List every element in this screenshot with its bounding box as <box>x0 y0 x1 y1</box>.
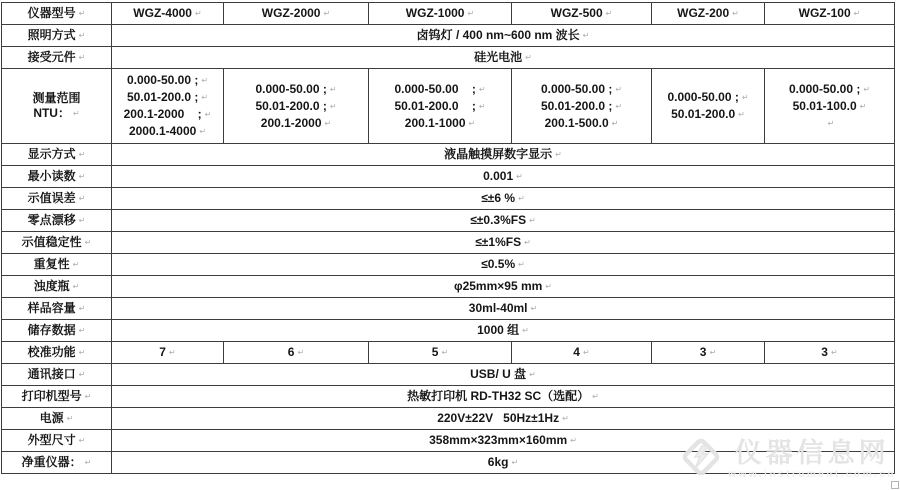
range-cell <box>512 69 652 144</box>
col-value-calibration-points: 6 ↵ <box>224 342 369 364</box>
row-value-sample-volume: 30ml-40ml ↵ <box>112 298 895 320</box>
model-header-cell: WGZ-1000 ↵ <box>369 3 512 25</box>
range-line: 200.1-2000 ↵ <box>226 115 366 132</box>
range-line: 0.000-50.00 ; ↵ <box>767 81 892 98</box>
table-row-power-supply <box>2 408 895 430</box>
table-row-display-mode <box>2 144 895 166</box>
table-row-indication-stability <box>2 232 895 254</box>
col-value-calibration-points: 3 ↵ <box>652 342 765 364</box>
table-row-sample-volume <box>2 298 895 320</box>
range-line: 50.01-200.0 ↵ <box>654 106 762 123</box>
table-row-lighting-method <box>2 25 895 47</box>
model-header-cell: WGZ-200 ↵ <box>652 3 765 25</box>
range-cell <box>369 69 512 144</box>
table-row-measure-range <box>2 69 895 144</box>
row-value-lighting-method: 卤钨灯 / 400 nm~600 nm 波长 ↵ <box>112 25 895 47</box>
row-label-dimensions: 外型尺寸 ↵ <box>2 430 112 452</box>
col-value-calibration-points: 7 ↵ <box>112 342 224 364</box>
table-row-dimensions <box>2 430 895 452</box>
row-value-comm-interface: USB/ U 盘 ↵ <box>112 364 895 386</box>
range-line: 0.000-50.00 ; ↵ <box>371 81 509 98</box>
range-line: 0.000-50.00 ; ↵ <box>226 81 366 98</box>
range-cell <box>765 69 895 144</box>
row-label-indication-error: 示值误差 ↵ <box>2 188 112 210</box>
row-label-line: NTU： ↵ <box>4 106 109 121</box>
row-value-net-weight: 6kg ↵ <box>112 452 895 474</box>
row-value-repeatability: ≤0.5% ↵ <box>112 254 895 276</box>
model-header-cell: WGZ-500 ↵ <box>512 3 652 25</box>
model-header-cell: WGZ-100 ↵ <box>765 3 895 25</box>
table-row-data-storage <box>2 320 895 342</box>
row-label-line: 测量范围 <box>32 91 81 105</box>
range-line: 0.000-50.00 ; ↵ <box>654 89 762 106</box>
row-value-dimensions: 358mm×323mm×160mm ↵ <box>112 430 895 452</box>
col-value-calibration-points: 3 ↵ <box>765 342 895 364</box>
row-value-data-storage: 1000 组 ↵ <box>112 320 895 342</box>
range-line: 50.01-200.0 ; ↵ <box>114 89 221 106</box>
row-label-min-reading: 最小读数 ↵ <box>2 166 112 188</box>
row-label-net-weight: 净重仪器： ↵ <box>2 452 112 474</box>
table-row-printer-model <box>2 386 895 408</box>
row-label-turbidity-bottle: 浊度瓶 ↵ <box>2 276 112 298</box>
row-label-indication-stability: 示值稳定性 ↵ <box>2 232 112 254</box>
range-cell <box>224 69 369 144</box>
range-line: 0.000-50.00 ; ↵ <box>114 72 221 89</box>
table-row-indication-error <box>2 188 895 210</box>
row-label-calibration-points: 校准功能 ↵ <box>2 342 112 364</box>
range-line: 50.01-200.0 ; ↵ <box>371 98 509 115</box>
row-label-comm-interface: 通讯接口 ↵ <box>2 364 112 386</box>
col-value-calibration-points: 5 ↵ <box>369 342 512 364</box>
table-row-comm-interface <box>2 364 895 386</box>
range-line <box>767 115 892 132</box>
range-line: 2000.1-4000 ↵ <box>114 123 221 140</box>
row-value-power-supply: 220V±22V 50Hz±1Hz ↵ <box>112 408 895 430</box>
col-value-calibration-points: 4 ↵ <box>512 342 652 364</box>
range-line: 200.1-1000 ↵ <box>371 115 509 132</box>
row-value-indication-error: ≤±6 % ↵ <box>112 188 895 210</box>
row-value-display-mode: 液晶触摸屏数字显示 ↵ <box>112 144 895 166</box>
row-label-display-mode: 显示方式 ↵ <box>2 144 112 166</box>
table-row-repeatability <box>2 254 895 276</box>
spec-table <box>1 2 895 474</box>
model-header-cell: WGZ-4000 ↵ <box>112 3 224 25</box>
range-line: 0.000-50.00 ; ↵ <box>514 81 649 98</box>
row-label-measure-range <box>2 69 112 144</box>
range-line: 50.01-200.0 ; ↵ <box>226 98 366 115</box>
table-row-net-weight <box>2 452 895 474</box>
row-value-receiver-element: 硅光电池 ↵ <box>112 47 895 69</box>
range-line: 50.01-100.0 ↵ <box>767 98 892 115</box>
range-line: 200.1-500.0 ↵ <box>514 115 649 132</box>
row-value-indication-stability: ≤±1%FS ↵ <box>112 232 895 254</box>
range-line: 50.01-200.0 ; ↵ <box>514 98 649 115</box>
row-value-min-reading: 0.001 ↵ <box>112 166 895 188</box>
row-label-zero-drift: 零点漂移 ↵ <box>2 210 112 232</box>
header-label-cell: 仪器型号 ↵ <box>2 3 112 25</box>
row-label-repeatability: 重复性 ↵ <box>2 254 112 276</box>
table-row-receiver-element <box>2 47 895 69</box>
range-cell <box>112 69 224 144</box>
table-row-min-reading <box>2 166 895 188</box>
row-label-data-storage: 储存数据 ↵ <box>2 320 112 342</box>
row-value-turbidity-bottle: φ25mm×95 mm ↵ <box>112 276 895 298</box>
watermark-site-url: www.instrument.com.cn <box>728 468 896 480</box>
row-label-power-supply: 电源 ↵ <box>2 408 112 430</box>
table-row-turbidity-bottle <box>2 276 895 298</box>
row-value-printer-model: 热敏打印机 RD-TH32 SC（选配） ↵ <box>112 386 895 408</box>
model-header-cell: WGZ-2000 ↵ <box>224 3 369 25</box>
table-row-calibration-points <box>2 342 895 364</box>
watermark-site-name: 仪器信息网 <box>734 437 890 468</box>
table-row-zero-drift <box>2 210 895 232</box>
row-label-lighting-method: 照明方式 ↵ <box>2 25 112 47</box>
row-label-sample-volume: 样品容量 ↵ <box>2 298 112 320</box>
range-line: 200.1-2000 ; ↵ <box>114 106 221 123</box>
row-label-receiver-element: 接受元件 ↵ <box>2 47 112 69</box>
header-row <box>2 3 895 25</box>
range-cell <box>652 69 765 144</box>
row-value-zero-drift: ≤±0.3%FS ↵ <box>112 210 895 232</box>
row-label-printer-model: 打印机型号 ↵ <box>2 386 112 408</box>
